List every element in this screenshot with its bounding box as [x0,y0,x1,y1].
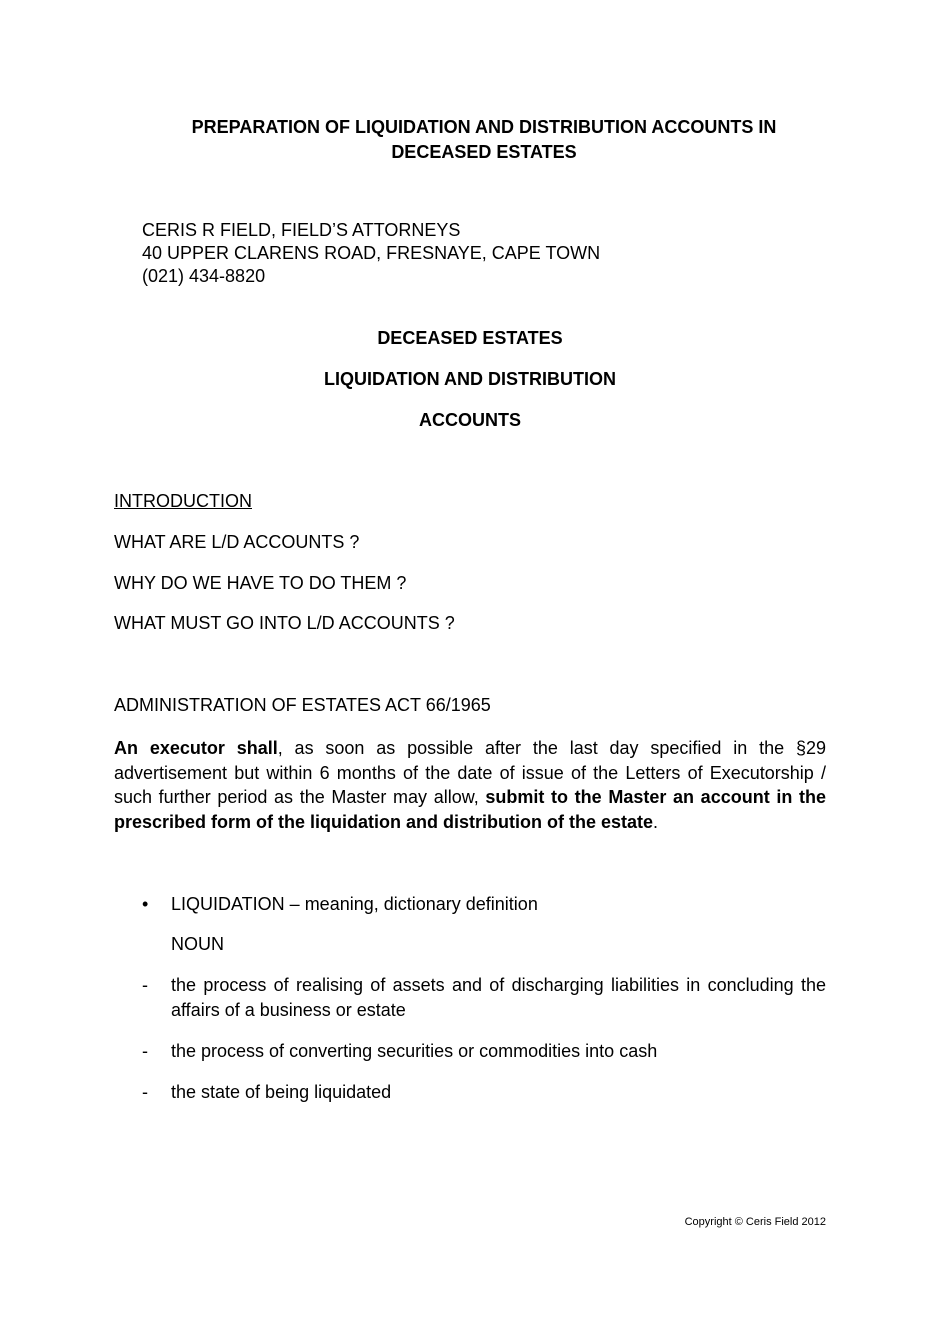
document-title [114,115,854,165]
section-heading-act: ADMINISTRATION OF ESTATES ACT 66/1965 [114,695,491,715]
title-line-2: DECEASED ESTATES [391,142,577,162]
dash-marker-2: - [142,1041,148,1061]
dash-marker-1: - [142,975,148,995]
act-paragraph [114,736,826,834]
author-block [142,219,600,288]
author-phone: (021) 434-8820 [142,266,266,286]
title-line-1: PREPARATION OF LIQUIDATION AND DISTRIBUTION ACCOUNTS IN [191,117,777,137]
author-name: CERIS R FIELD, FIELD’S ATTORNEYS [142,220,461,240]
heading-deceased-estates: DECEASED ESTATES [377,328,563,348]
act-text-2: . [653,811,659,832]
act-bold-2: submit to the Master an account in the prescribed form of the liquidation and distribution of the estate [114,787,826,832]
section-heading-introduction: INTRODUCTION [114,491,252,511]
noun-label: NOUN [171,934,224,954]
definition-3: the state of being liquidated [171,1082,392,1102]
act-text-1: , as soon as possible after the last day specified in the §29 advertisement but within 6 months of the date of issue of the Letters of Executorship / such further period as the Master may allow, [114,738,826,807]
act-bold-1: An executor shall [114,738,278,758]
definition-1: the process of realising of assets and of discharging liabilities in concluding the affairs of a business or estate [171,975,826,1020]
question-what-must: WHAT MUST GO INTO L/D ACCOUNTS ? [114,613,455,633]
author-address: 40 UPPER CLARENS ROAD, FRESNAYE, CAPE TOWN [142,243,601,263]
bullet-marker: • [142,894,149,914]
question-why: WHY DO WE HAVE TO DO THEM ? [114,573,407,593]
bullet-liquidation: LIQUIDATION – meaning, dictionary definition [171,894,538,914]
dash-marker-3: - [142,1082,148,1102]
definition-2: the process of converting securities or commodities into cash [171,1041,658,1061]
heading-accounts: ACCOUNTS [419,410,521,430]
heading-liquidation-distribution: LIQUIDATION AND DISTRIBUTION [324,369,616,389]
question-what-are: WHAT ARE L/D ACCOUNTS ? [114,532,360,552]
copyright-footer: Copyright © Ceris Field 2012 [684,1216,826,1228]
